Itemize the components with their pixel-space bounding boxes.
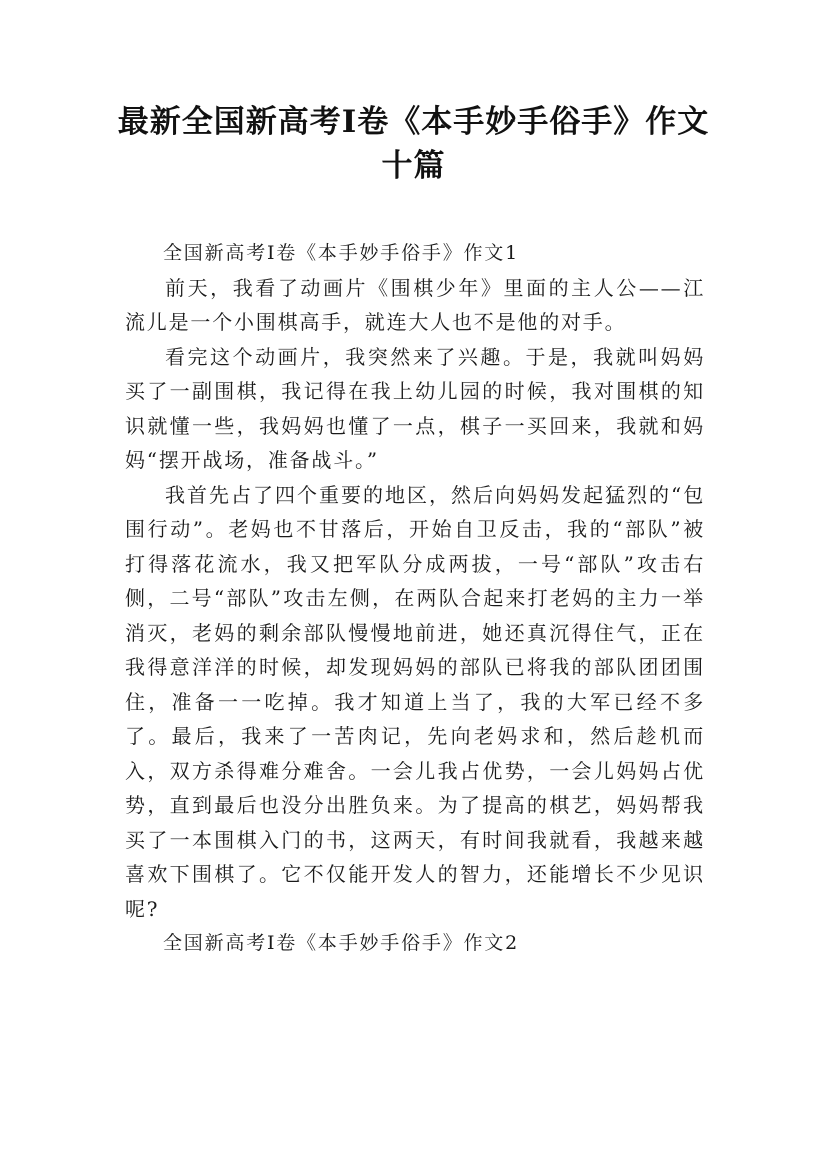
essay-heading-1: 全国新高考Ⅰ卷《本手妙手俗手》作文1 [163,242,519,264]
document-body [125,236,705,961]
document-title: 最新全国新高考Ⅰ卷《本手妙手俗手》作文十篇 [117,104,710,184]
body-paragraph-2: 看完这个动画片，我突然来了兴趣。于是，我就叫妈妈买了一副围棋，我记得在我上幼儿园的时候，我对围棋的知识就懂一些，我妈妈也懂了一点，棋子一买回来，我就和妈妈“摆开战场，准备战斗。” [125,344,705,472]
body-paragraph-1: 前天，我看了动画片《围棋少年》里面的主人公——江流儿是一个小围棋高手，就连大人也不是他的对手。 [125,275,705,334]
body-paragraph-3: 我首先占了四个重要的地区，然后向妈妈发起猛烈的“包围行动”。老妈也不甘落后，开始自卫反击，我的“部队”被打得落花流水，我又把军队分成两拔，一号“部队”攻击右侧，二号“部队”攻击左侧，在两队合起来打老妈的主力一举消灭，老妈的剩余部队慢慢地前进，她还真沉得住气，正在我得意洋洋的时候，却发现妈妈的部队已将我的部队团团围住，准备一一吃掉。我才知道上当了，我的大军已经不多了。最后，我来了一苦肉记，先向老妈求和，然后趁机而入，双方杀得难分难舍。一会儿我占优势，一会儿妈妈占优势，直到最后也没分出胜负来。为了提高的棋艺，妈妈帮我买了一本围棋入门的书，这两天，有时间我就看，我越来越喜欢下围棋了。它不仅能开发人的智力，还能增长不少见识呢? [125,482,705,921]
essay-heading-2: 全国新高考Ⅰ卷《本手妙手俗手》作文2 [163,932,519,954]
